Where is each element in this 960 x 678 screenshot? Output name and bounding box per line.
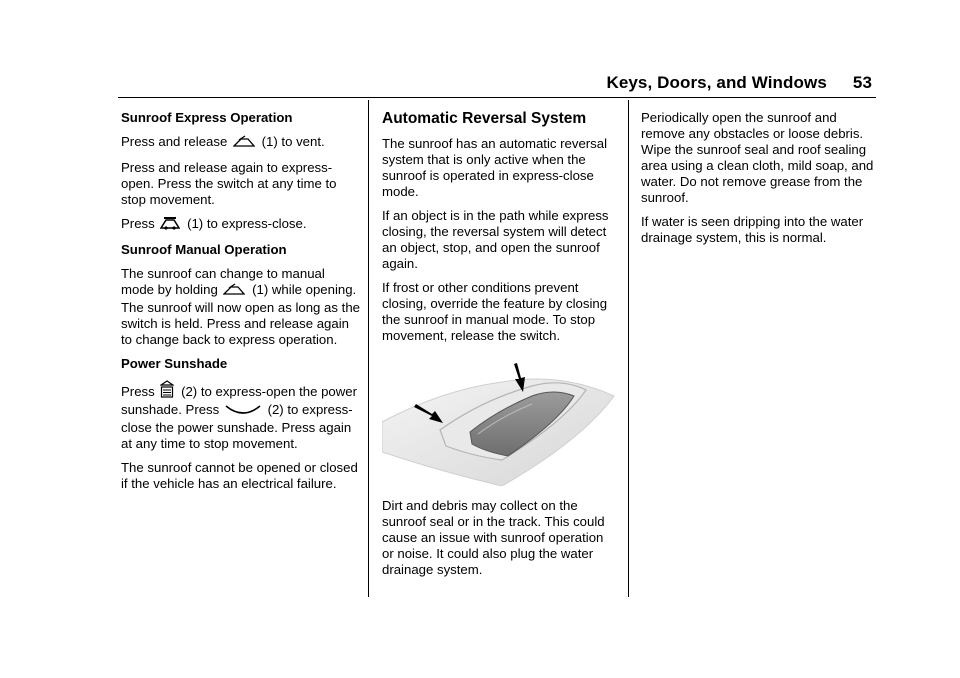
text-fragment: (2) to express-open the power sunshade. Press	[121, 384, 357, 417]
text-fragment: Press and release	[121, 134, 228, 149]
text-fragment: The sunroof can change to manual mode by holding	[121, 266, 325, 297]
heading-manual-operation: Sunroof Manual Operation	[121, 242, 287, 257]
text-fragment: Press	[121, 216, 155, 231]
paragraph-sunshade	[121, 380, 361, 452]
paragraph-vent	[121, 134, 361, 152]
paragraph-reversal-2: If an object is in the path while express closing, the reversal system will detect an object, stop, and open the sunroof again.	[382, 208, 609, 271]
heading-express-operation: Sunroof Express Operation	[121, 110, 293, 125]
sunshade-close-icon	[225, 404, 261, 420]
sunroof-vent-icon	[223, 283, 245, 300]
paragraph-debris: Dirt and debris may collect on the sunroof seal or in the track. This could cause an issue with sunroof operation or noise. It could also plug the water drainage system.	[382, 498, 605, 577]
column-left	[121, 110, 361, 500]
text-fragment: (2) to express-close the power sunshade. Press again at any time to stop movement.	[121, 402, 353, 451]
column-divider-2	[628, 100, 629, 597]
section-heading-reversal: Automatic Reversal System	[382, 110, 587, 127]
column-middle	[382, 110, 618, 586]
sunroof-vent-icon	[233, 135, 255, 152]
paragraph-reversal-1: The sunroof has an automatic reversal system that is only active when the sunroof is operated in express-close mode.	[382, 136, 608, 199]
paragraph-express-open: Press and release again to express-open. Press the switch at any time to stop movement.	[121, 160, 337, 207]
paragraph-express-close	[121, 216, 361, 234]
sunshade-open-icon	[160, 380, 174, 402]
sunroof-close-icon	[160, 216, 180, 234]
text-fragment: (1) to vent.	[261, 134, 325, 149]
paragraph-manual	[121, 266, 361, 348]
header-rule	[118, 97, 876, 98]
column-right	[641, 110, 877, 254]
paragraph-maintenance: Periodically open the sunroof and remove any obstacles or loose debris. Wipe the sunroof seal and roof sealing area using a clean cloth, mild soap, and water. Do not remove grease from the sunroof.	[641, 110, 874, 205]
section-title: Keys, Doors, and Windows	[606, 73, 827, 92]
text-fragment: (1) while opening. The sunroof will now open as long as the switch is held. Press and release again to change back to express operation.	[121, 282, 360, 347]
page-number: 53	[852, 73, 872, 92]
page-header	[606, 73, 872, 93]
heading-power-sunshade: Power Sunshade	[121, 356, 228, 371]
sunroof-illustration	[382, 360, 616, 486]
text-fragment: (1) to express-close.	[187, 216, 307, 231]
column-divider-1	[368, 100, 369, 597]
text-fragment: Press	[121, 384, 155, 399]
paragraph-drainage: If water is seen dripping into the water drainage system, this is normal.	[641, 214, 864, 245]
paragraph-electrical: The sunroof cannot be opened or closed if the vehicle has an electrical failure.	[121, 460, 358, 491]
paragraph-reversal-3: If frost or other conditions prevent closing, override the feature by closing the sunroof in manual mode. To stop movement, release the switch.	[382, 280, 608, 343]
